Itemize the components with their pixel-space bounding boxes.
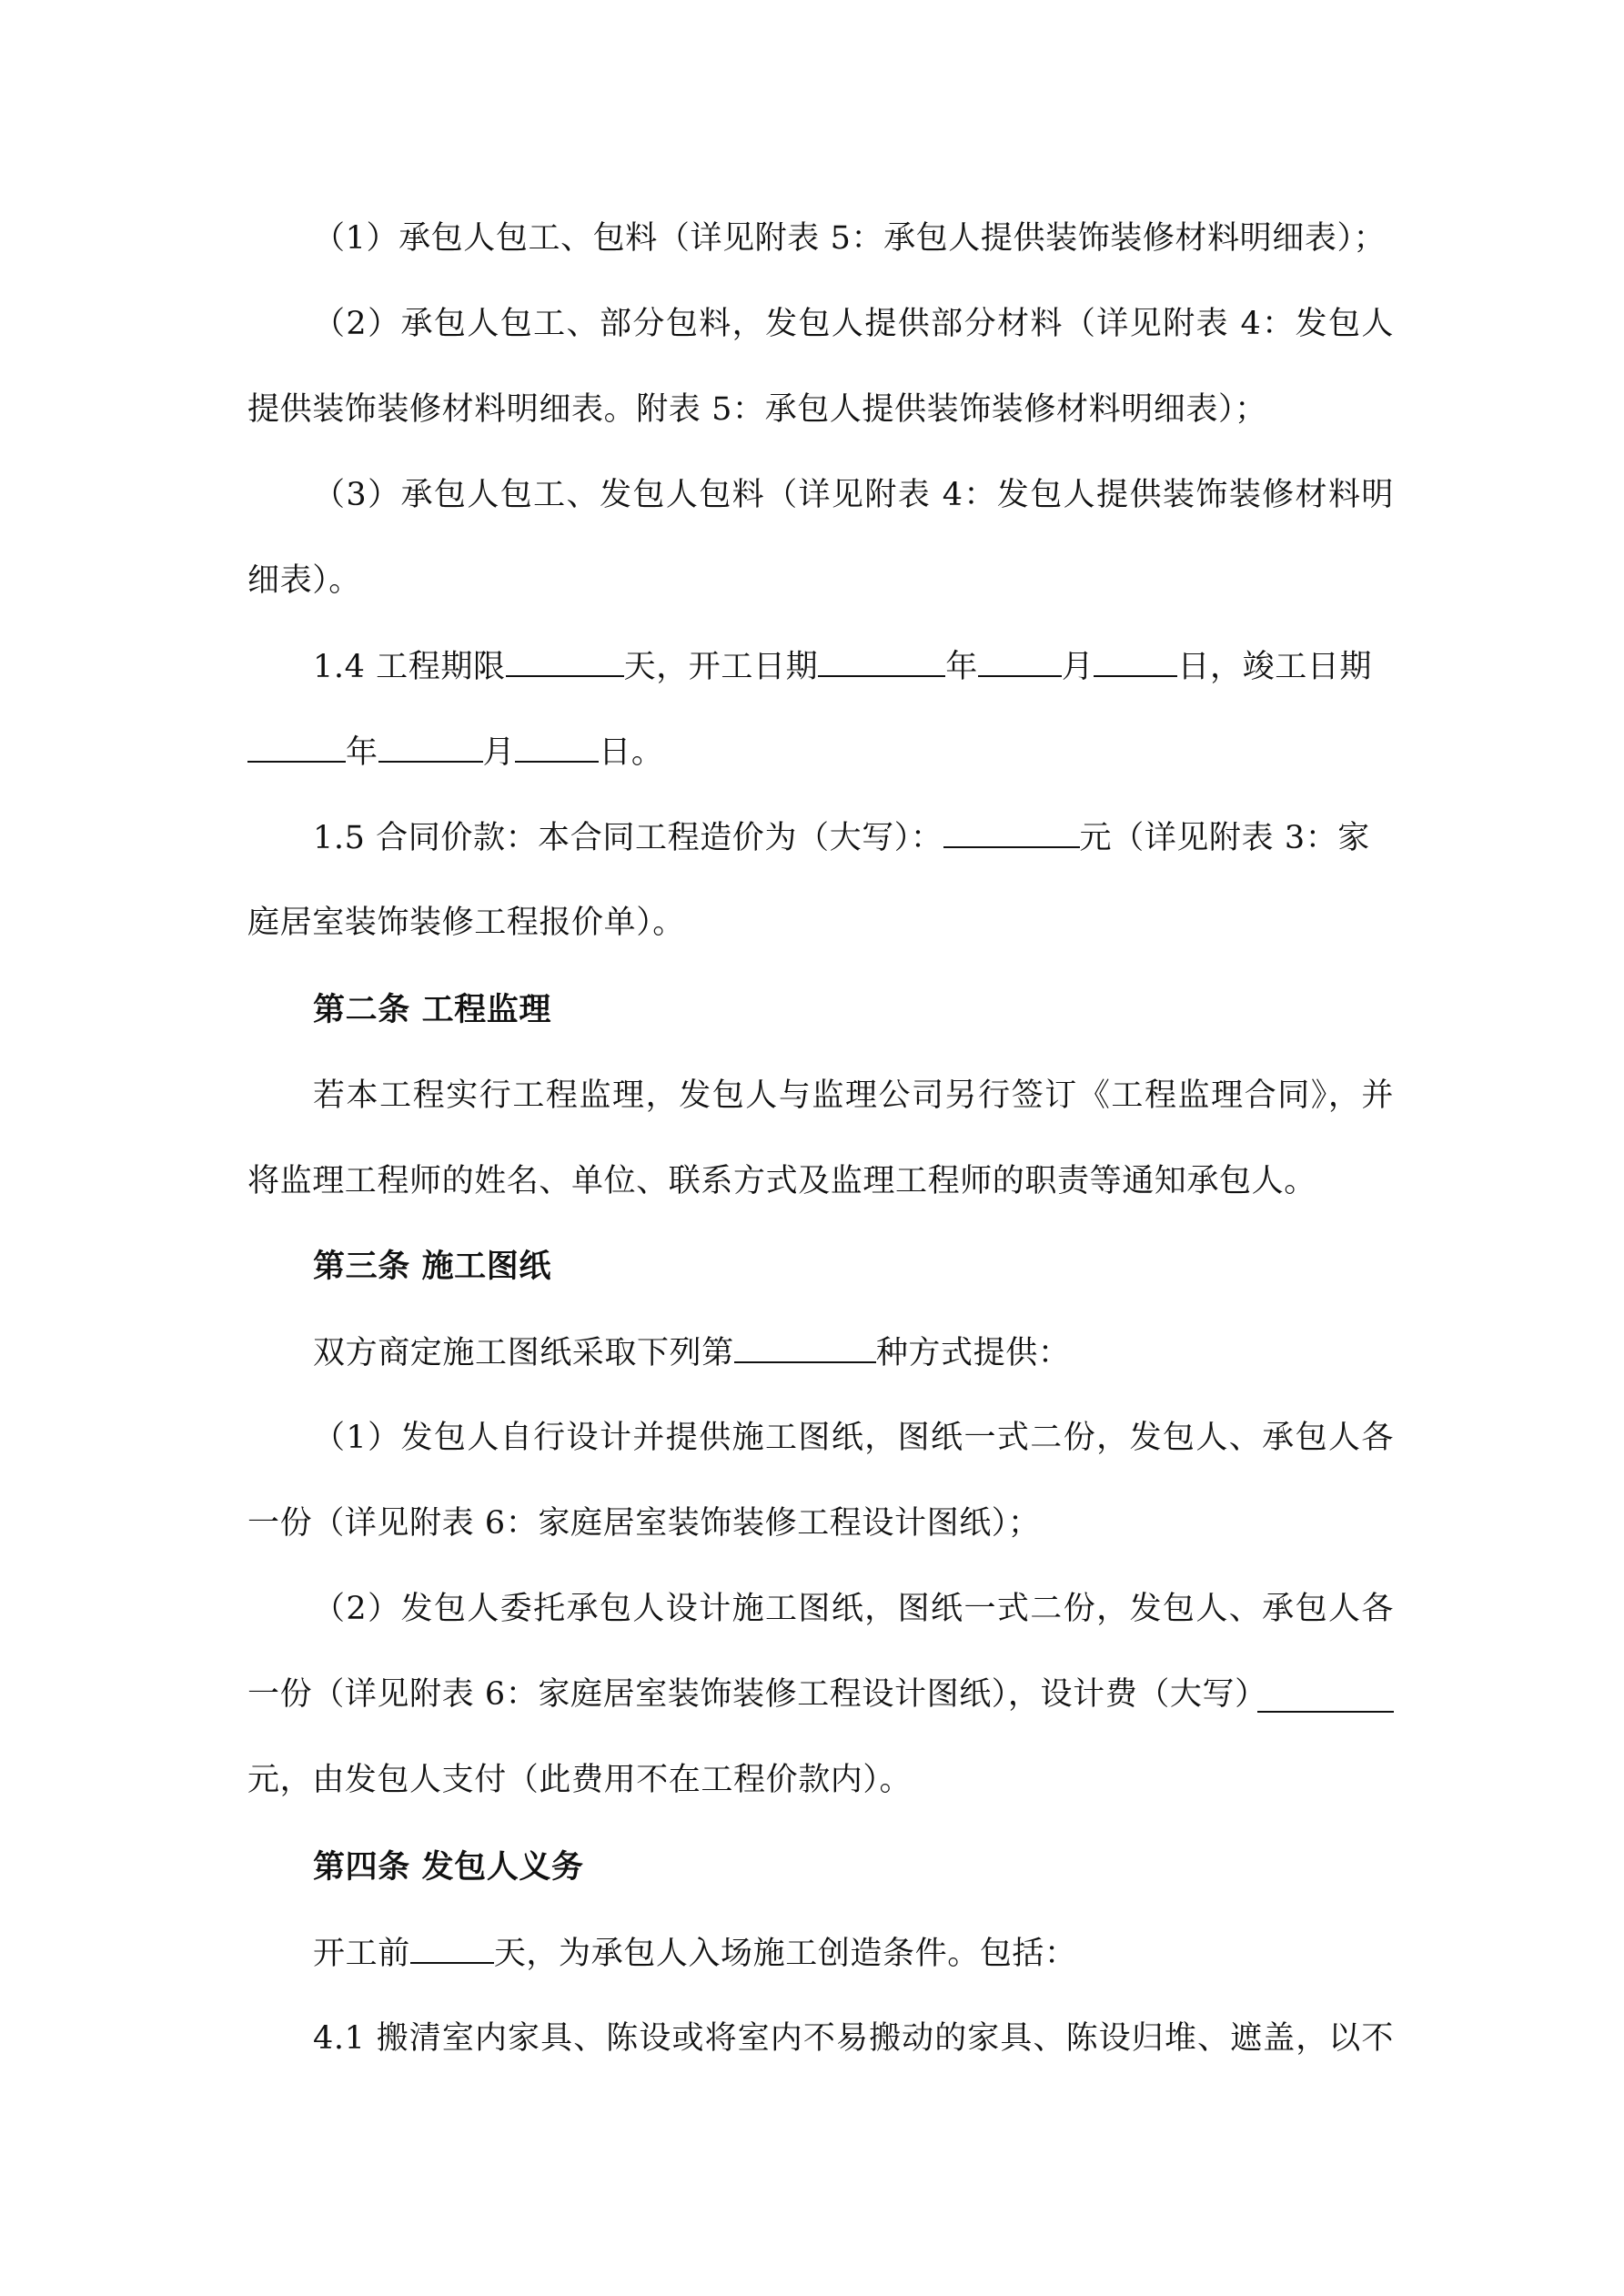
article-3-option-2-line-3: 元，由发包人支付（此费用不在工程价款内）。 — [247, 1762, 913, 1798]
clause-1-4-text: 1.4 工程期限 — [313, 649, 506, 685]
duration-days-blank — [506, 644, 624, 677]
clause-1-4-line-2 — [247, 730, 1394, 774]
end-month-blank — [378, 730, 483, 763]
clause-1-4-text: 日，竣工日期 — [1177, 649, 1373, 685]
article-3-intro — [313, 1330, 1394, 1375]
article-3-heading: 第三条 施工图纸 — [313, 1249, 551, 1285]
clause-1-4-text: 月 — [482, 734, 516, 771]
article-3-option-2-text: 一份（详见附表 6：家庭居室装饰装修工程设计图纸），设计费（大写） — [247, 1676, 1267, 1713]
article-3-option-1-line-1: （1）发包人自行设计并提供施工图纸，图纸一式二份，发包人、承包人各 — [313, 1420, 1394, 1456]
clause-1-3-option-1: （1）承包人包工、包料（详见附表 5：承包人提供装饰装修材料明细表）； — [313, 220, 1387, 257]
clause-1-5-line-1 — [313, 815, 1394, 860]
drawing-method-blank — [734, 1330, 876, 1363]
clause-1-4-text: 年 — [945, 649, 978, 685]
article-3-option-2-line-1: （2）发包人委托承包人设计施工图纸，图纸一式二份，发包人、承包人各 — [313, 1591, 1394, 1627]
days-before-start-blank — [410, 1931, 494, 1964]
contract-price-blank — [943, 815, 1080, 848]
article-4-intro-text: 天，为承包人入场施工创造条件。包括： — [493, 1936, 1077, 1972]
article-3-option-2-line-2 — [247, 1673, 1394, 1716]
start-year-blank — [818, 644, 945, 677]
clause-1-5-text: 元（详见附表 3：家 — [1079, 820, 1370, 856]
end-year-blank — [247, 730, 346, 763]
article-4-heading: 第四条 发包人义务 — [313, 1849, 584, 1886]
clause-1-3-option-2-line-2: 提供装饰装修材料明细表。附表 5：承包人提供装饰装修材料明细表）； — [247, 391, 1267, 428]
start-month-blank — [978, 644, 1062, 677]
article-3-option-1-line-2: 一份（详见附表 6：家庭居室装饰装修工程设计图纸）； — [247, 1505, 1041, 1542]
article-2-paragraph-line-1: 若本工程实行工程监理，发包人与监理公司另行签订《工程监理合同》，并 — [313, 1077, 1394, 1114]
clause-1-4-text: 日。 — [599, 734, 664, 771]
clause-1-3-option-3-line-1: （3）承包人包工、发包人包料（详见附表 4：发包人提供装饰装修材料明 — [313, 477, 1394, 513]
clause-4-1-line-1: 4.1 搬清室内家具、陈设或将室内不易搬动的家具、陈设归堆、遮盖，以不 — [313, 2020, 1394, 2057]
design-fee-blank — [1257, 1680, 1394, 1713]
clause-1-4-line-1 — [313, 644, 1394, 689]
clause-1-5-text: 1.5 合同价款：本合同工程造价为（大写）： — [313, 820, 943, 856]
article-4-intro-text: 开工前 — [313, 1936, 410, 1972]
clause-1-5-line-2: 庭居室装饰装修工程报价单）。 — [247, 905, 685, 941]
article-3-intro-text: 双方商定施工图纸采取下列第 — [313, 1335, 734, 1371]
clause-1-3-option-3-line-2: 细表）。 — [247, 562, 361, 599]
clause-1-4-text: 月 — [1061, 649, 1094, 685]
article-3-intro-text: 种方式提供： — [875, 1335, 1071, 1371]
clause-1-4-text: 天，开工日期 — [623, 649, 819, 685]
clause-1-4-text: 年 — [346, 734, 378, 771]
article-2-paragraph-line-2: 将监理工程师的姓名、单位、联系方式及监理工程师的职责等通知承包人。 — [247, 1163, 1316, 1199]
clause-1-3-option-2-line-1: （2）承包人包工、部分包料，发包人提供部分材料（详见附表 4：发包人 — [313, 306, 1394, 342]
article-4-intro — [313, 1931, 1394, 1976]
end-day-blank — [515, 730, 599, 763]
start-day-blank — [1094, 644, 1177, 677]
article-2-heading: 第二条 工程监理 — [313, 992, 551, 1028]
